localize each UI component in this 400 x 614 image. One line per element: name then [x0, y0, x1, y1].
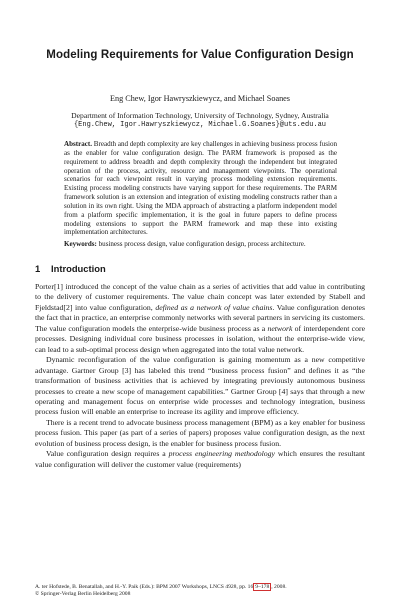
paragraph-4-text-a: Value configuration design requires a [46, 449, 169, 459]
keywords-label: Keywords: [64, 240, 97, 248]
paragraph-1-text-c: of interdependent core processes. Designing individual core business processes in isolation, without the enterprise-wide view, can lead to a sub-optimal process design when aggregated into the total value network. [35, 323, 366, 354]
paragraph-1-text-a: Porter[1] introduced the concept of the value chain as a series of activities that add value in contributing to the delivery of customer requirements. The value chain concept was later extended by Stabell and Fjeldstad[2] into value configuration, [35, 282, 365, 312]
paragraph-4-italic: process engineering methodology [168, 449, 275, 459]
section-heading [35, 263, 106, 274]
page-footer [35, 584, 375, 599]
paragraph-1 [35, 282, 365, 355]
abstract [64, 140, 337, 237]
footer-citation-text: A. ter Hofstede, B. Benatallah, and H.-Y. Paik (Eds.): BPM 2007 Workshops, LNCS 4928, pp. 16 [35, 584, 254, 590]
paragraph-1-text-b: . Value configuration denotes the fact that in practice, an enterprise commonly networks with several partners in servicing its customers. The value configuration models the enterprise-wide business process as a [35, 302, 366, 333]
footer-copyright: © Springer-Verlag Berlin Heidelberg 2008 [35, 591, 131, 598]
keywords-text: business process design, value configuration design, process architecture. [98, 240, 306, 248]
footer-citation-end: , 2008. [271, 584, 287, 590]
paper-title: Modeling Requirements for Value Configuration Design [46, 49, 354, 61]
paragraph-4-text-b: which ensures the resultant value configuration will deliver the customer value (requirements) [35, 449, 365, 469]
abstract-text: Breadth and depth complexity are key challenges in achieving business process fusion as the enabler for value configuration design. The PARM framework is proposed as the requirement to address breadth and depth complexity through the independent but integrated operation of the process, activity, resource and management viewpoints. The operational scenarios for each viewpoint result in varying process modeling extension requirements. Existing process modeling constructs have varying support for these requirements. The PARM framework solution is an extension and integration of existing modeling constructs rather than a solution in its own right. Using the MDA approach of abstracting a platform independent model from a platform specific implementation, it is the goal in future papers to define process modeling extensions to support the PARM framework and map these into existing implementation architectures. [64, 140, 338, 237]
keywords [64, 240, 337, 249]
paper-emails: {Eng.Chew, Igor.Hawryszkiewycz, Michael.G.Soanes}@uts.edu.au [73, 121, 327, 129]
paper-affiliation: Department of Information Technology, University of Technology, Sydney, Australia [71, 111, 329, 120]
abstract-label: Abstract. [64, 140, 92, 148]
section-title: Introduction [51, 263, 106, 274]
paragraph-4 [35, 449, 365, 470]
paragraph-1-italic-a: defined as a network of value chains [155, 302, 273, 312]
section-number: 1 [35, 263, 41, 274]
footer-page-range: 9–178 [255, 584, 270, 590]
paper-authors: Eng Chew, Igor Hawryszkiewycz, and Michael Soanes [110, 94, 290, 103]
paragraph-3: There is a recent trend to advocate business process management (BPM) as a key enabler for business process fusion. This paper (as part of a series of papers) proposes value configuration design, as the next evolution of business process design, is the enabler for business process fusion. [35, 417, 365, 448]
body-text [35, 282, 365, 470]
paragraph-1-italic-b: network [267, 323, 293, 333]
paragraph-2: Dynamic reconfiguration of the value configuration is gaining momentum as a new competitive advantage. Gartner Group [3] has labeled this trend “business process fusion” and defines it as “the transformation of business activities that is achieved by integrating previously autonomous business processes to create a new scope of management capabilities.” Gartner Group [4] says that through a new operating and management focus on enterprise wide processes and technology integration, business process fusion will enable an enterprise to increase its agility and improve efficiency. [35, 355, 365, 417]
